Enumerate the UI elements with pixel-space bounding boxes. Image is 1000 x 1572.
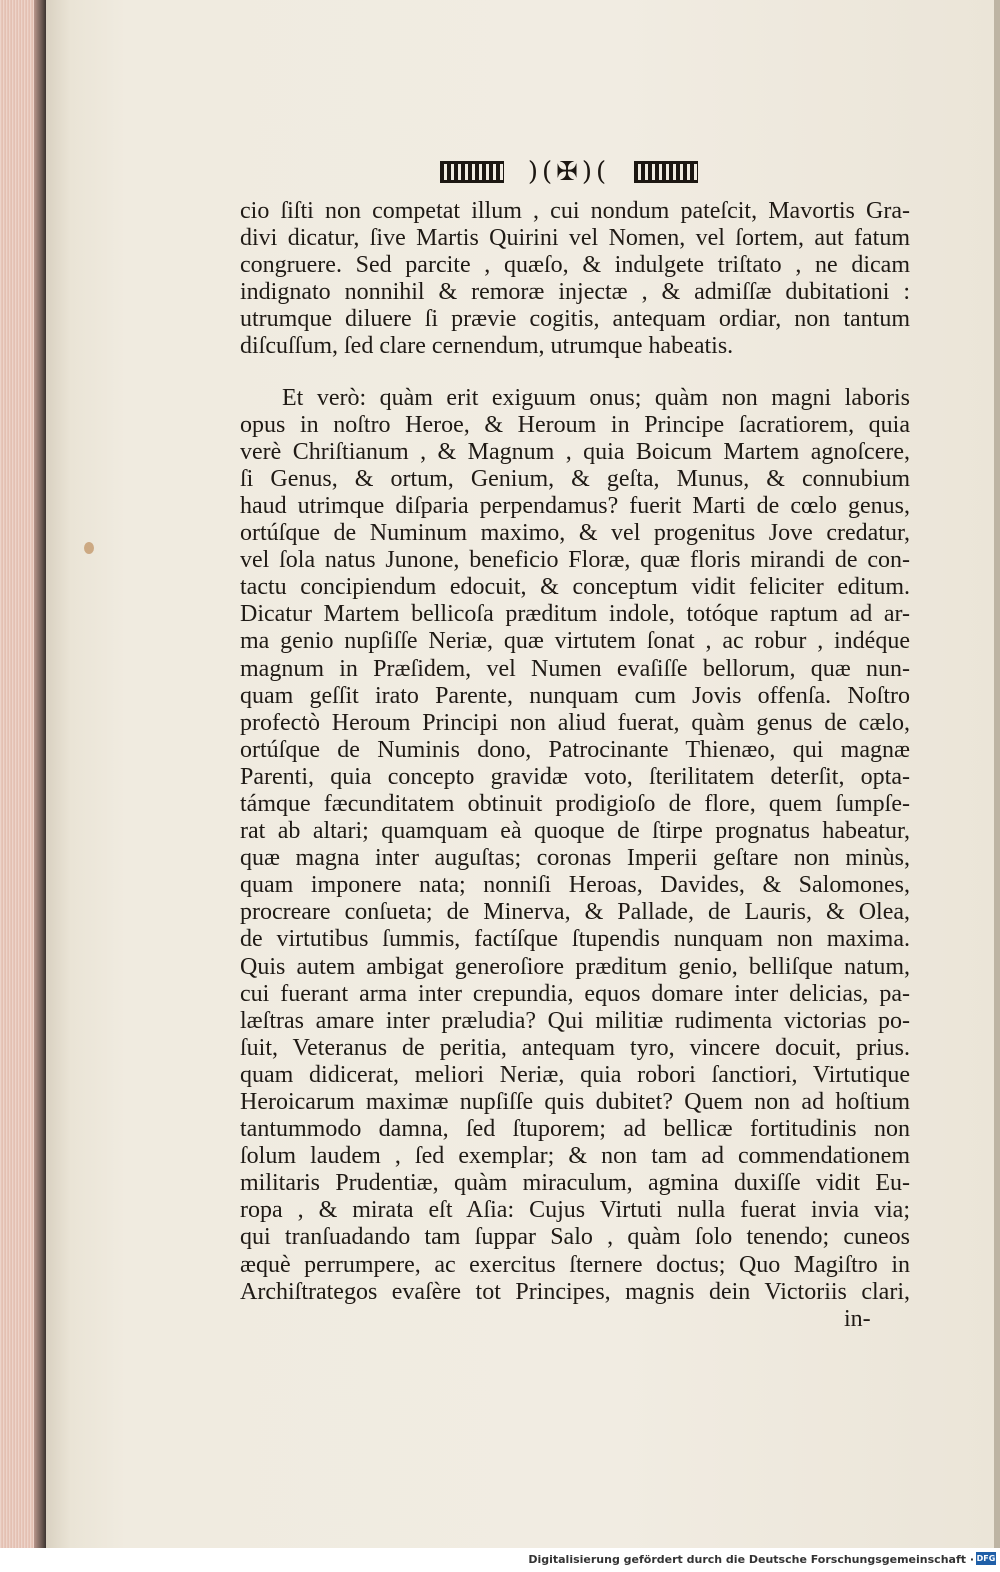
text-line: cui fuerant arma inter crepundia, equos domare inter delicias, pa- bbox=[240, 980, 910, 1007]
text-line: tactu concipiendum edocuit, & conceptum vidit feliciter editum. bbox=[240, 574, 910, 601]
text-line: profectò Heroum Principi non aliud fuerat, quàm genus de cælo, bbox=[240, 709, 910, 736]
text-line: æquè perrumpere, ac exercitus ſternere doctus; Quo Magiſtro in bbox=[240, 1251, 910, 1278]
ornament-center: )(✠)( bbox=[527, 157, 611, 187]
text-line: qui tranſuadando tam ſuppar Salo , quàm ſolo tenendo; cuneos bbox=[240, 1224, 910, 1251]
paper-stain bbox=[84, 542, 94, 554]
text-line: ma genio nupſiſſe Neriæ, quæ virtutem ſonat , ac robur , indéque bbox=[240, 628, 910, 655]
page-right-edge bbox=[994, 0, 1000, 1548]
text-line: procreare conſueta; de Minerva, & Pallade, de Lauris, & Olea, bbox=[240, 899, 910, 926]
text-line: militaris Prudentiæ, quàm miraculum, agmina duxiſſe vidit Eu- bbox=[240, 1170, 910, 1197]
ornament-right bbox=[634, 161, 698, 183]
text-line: congruere. Sed parcite , quæſo, & indulgete triſtato , ne dicam bbox=[240, 252, 910, 279]
text-line: ropa , & mirata eſt Aſia: Cujus Virtuti nulla fuerat invia via; bbox=[240, 1197, 910, 1224]
text-line: læſtras amare inter præludia? Qui militiæ rudimenta victorias po- bbox=[240, 1007, 910, 1034]
text-line: Archiſtrategos evaſère tot Principes, magnis dein Victoriis clari, bbox=[240, 1278, 910, 1305]
text-line: Quis autem ambigat generoſiore præditum genio, belliſque natum, bbox=[240, 953, 910, 980]
text-line: quam geſſit irato Parente, nunquam cum Jovis offenſa. Noſtro bbox=[240, 682, 910, 709]
text-line: magnum in Præſidem, vel Numen evaſiſſe bellorum, quæ nun- bbox=[240, 655, 910, 682]
body-text bbox=[240, 198, 910, 1306]
text-line: tantummodo damna, ſed ſtuporem; ad bellicæ fortitudinis non bbox=[240, 1116, 910, 1143]
text-line: ſolum laudem , ſed exemplar; & non tam ad commendationem bbox=[240, 1143, 910, 1170]
text-line: cio ſiſti non competat illum , cui nondum pateſcit, Mavortis Gra- bbox=[240, 198, 910, 224]
text-line: diſcuſſum, ſed clare cernendum, utrumque habeatis. bbox=[240, 333, 734, 360]
text-line: rat ab altari; quamquam eà quoque de ſtirpe prognatus habeatur, bbox=[240, 818, 910, 845]
text-line: opus in noſtro Heroe, & Heroum in Principe ſacratiorem, quia bbox=[240, 411, 910, 438]
text-line: Parenti, quia concepto gravidæ voto, ſterilitatem deterſit, opta- bbox=[240, 763, 910, 790]
book-gutter bbox=[34, 0, 46, 1548]
footer-credit: Digitalisierung gefördert durch die Deutsche Forschungsgemeinschaft · bbox=[528, 1553, 974, 1566]
ornament-left bbox=[440, 161, 504, 183]
text-line: haud utrimque diſparia perpendamus? fuerit Marti de cœlo genus, bbox=[240, 492, 910, 519]
text-line: quæ magna inter auguſtas; coronas Imperii geſtare non minùs, bbox=[240, 845, 910, 872]
paragraph-2 bbox=[240, 385, 910, 1306]
catchword: in- bbox=[844, 1306, 871, 1332]
text-line: ſuit, Veteranus de peritia, antequam tyro, vincere docuit, prius. bbox=[240, 1034, 910, 1061]
paragraph-1 bbox=[240, 198, 910, 361]
dfg-logo-icon: DFG bbox=[976, 1554, 996, 1563]
text-line: de virtutibus ſummis, factíſque ſtupendis nunquam non maxima. bbox=[240, 926, 910, 953]
text-line: Heroicarum maximæ nupſiſſe quis dubitet? Quem non ad hoſtium bbox=[240, 1089, 910, 1115]
text-line: verè Chriſtianum , & Magnum , quia Boicum Martem agnoſcere, bbox=[240, 438, 910, 465]
text-line: divi dicatur, ſive Martis Quirini vel Nomen, vel ſortem, aut fatum bbox=[240, 225, 910, 252]
text-line: ortúſque de Numinum maximo, & vel progenitus Jove credatur, bbox=[240, 520, 910, 547]
text-line: vel ſola natus Junone, beneficio Floræ, quæ floris mirandi de con- bbox=[240, 547, 910, 574]
text-line: Dicatur Martem bellicoſa præditum indole, totóque raptum ad ar- bbox=[240, 601, 910, 628]
text-line: ſi Genus, & ortum, Genium, & geſta, Munus, & connubium bbox=[240, 465, 910, 492]
text-line: támque fæcunditatem obtinuit prodigioſo de flore, quem ſumpſe- bbox=[240, 790, 910, 817]
text-line: quam didicerat, meliori Neriæ, quia robori ſanctiori, Virtutique bbox=[240, 1061, 910, 1088]
text-line: utrumque diluere ſi prævie cogitis, antequam ordiar, non tantum bbox=[240, 306, 910, 333]
text-line: Et verò: quàm erit exiguum onus; quàm non magni laboris bbox=[282, 384, 910, 411]
text-line: indignato nonnihil & remoræ injectæ , & admiſſæ dubitationi : bbox=[240, 279, 910, 306]
header-ornament bbox=[440, 156, 698, 188]
text-line: quam imponere nata; nonniſi Heroas, Davides, & Salomones, bbox=[240, 872, 910, 899]
text-line: ortúſque de Numinis dono, Patrocinante Thienæo, qui magnæ bbox=[240, 736, 910, 763]
paragraph-gap bbox=[240, 361, 910, 385]
